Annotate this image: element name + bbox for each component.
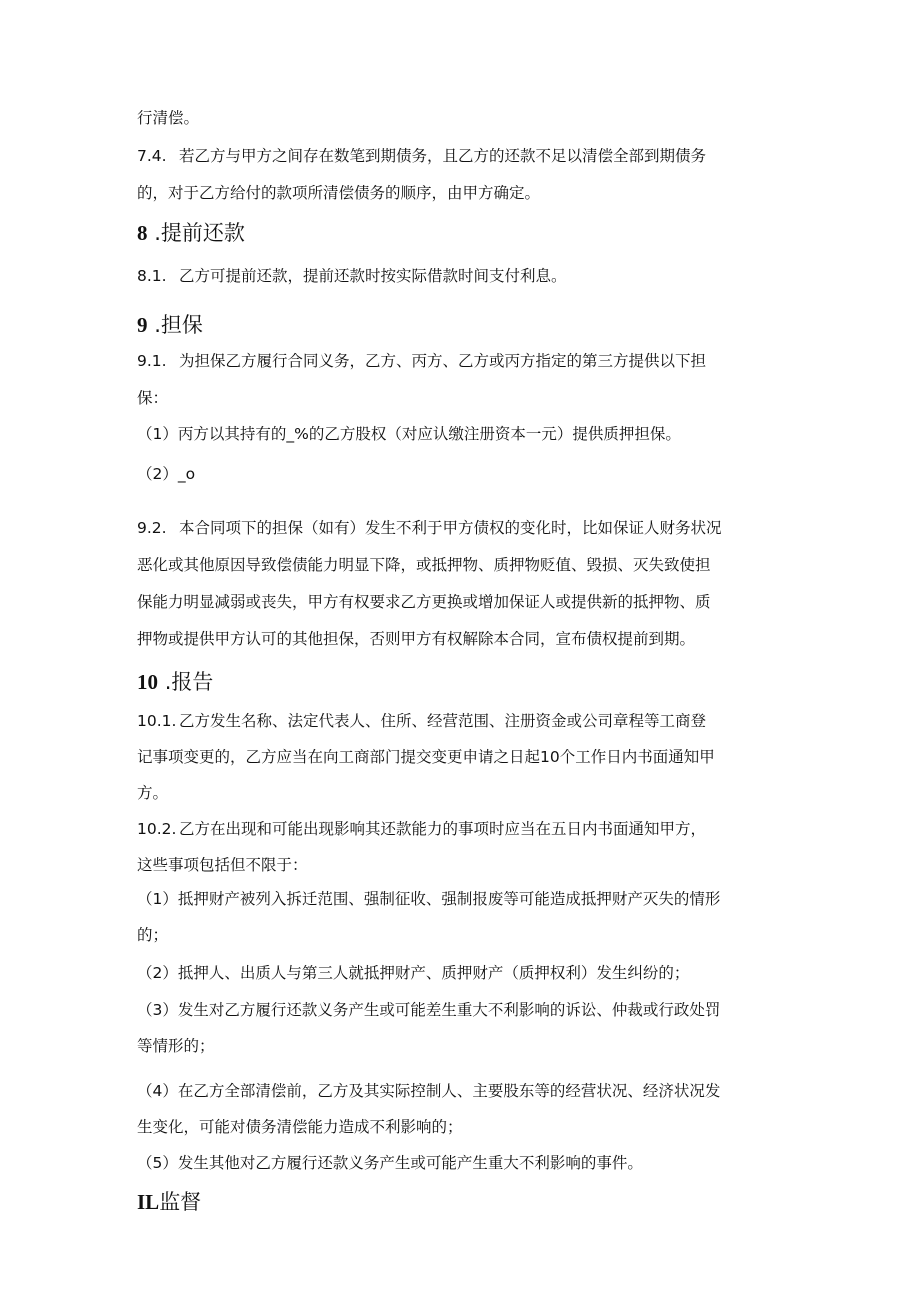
text-line: 行清偿。 [137, 109, 200, 127]
clause-10-2 [137, 819, 706, 839]
section-title: 监督 [159, 1190, 202, 1214]
clause-text: 乙方可提前还款，提前还款时按实际借款时间支付利息。 [179, 267, 567, 285]
section-number: IL [137, 1190, 160, 1214]
clause-8-1 [137, 266, 567, 286]
text-line: 这些事项包括但不限于： [137, 856, 308, 874]
clause-number: 10.1. [137, 712, 177, 730]
section-title: .提前还款 [154, 221, 245, 245]
section-title: .报告 [164, 670, 214, 694]
clause-9-1 [137, 351, 706, 371]
text-line: 生变化，可能对债务清偿能力造成不利影响的； [137, 1118, 463, 1136]
text-line: 记事项变更的，乙方应当在向工商部门提交变更申请之日起10个工作日内书面通知甲 [137, 748, 715, 766]
list-item: （3）发生对乙方履行还款义务产生或可能差生重大不利影响的诉讼、仲裁或行政处罚 [137, 1001, 721, 1019]
clause-9-2 [137, 518, 722, 538]
clause-number: 8.1. [137, 267, 167, 285]
text-line: 恶化或其他原因导致偿债能力明显下降，或抵押物、质押物贬值、毁损、灭失致使担 [137, 556, 711, 574]
section-heading-11 [137, 1188, 201, 1216]
clause-text: 本合同项下的担保（如有）发生不利于甲方债权的变化时，比如保证人财务状况 [179, 519, 722, 537]
clause-number: 7.4. [137, 147, 167, 165]
list-item: （1）丙方以其持有的_%的乙方股权（对应认缴注册资本一元）提供质押担保。 [137, 425, 681, 443]
clause-text: 为担保乙方履行合同义务，乙方、丙方、乙方或丙方指定的第三方提供以下担 [179, 352, 707, 370]
text-line: 保能力明显减弱或丧失，甲方有权要求乙方更换或增加保证人或提供新的抵押物、质 [137, 593, 711, 611]
section-number: 10 [137, 670, 158, 694]
clause-10-1 [137, 711, 706, 731]
list-item: （5）发生其他对乙方履行还款义务产生或可能产生重大不利影响的事件。 [137, 1154, 643, 1172]
clause-number: 9.2. [137, 519, 167, 537]
section-heading-9 [137, 311, 203, 339]
section-number: 9 [137, 313, 148, 337]
clause-text: 乙方在出现和可能出现影响其还款能力的事项时应当在五日内书面通知甲方， [179, 820, 707, 838]
list-item: （1）抵押财产被列入拆迁范围、强制征收、强制报废等可能造成抵押财产灭失的情形 [137, 890, 721, 908]
clause-text: 若乙方与甲方之间存在数笔到期债务，且乙方的还款不足以清偿全部到期债务 [179, 147, 707, 165]
list-item: （2）抵押人、出质人与第三人就抵押财产、质押财产（质押权利）发生纠纷的； [137, 964, 690, 982]
section-heading-10 [137, 668, 213, 696]
section-title: .担保 [154, 313, 203, 337]
list-item: （2）_o [137, 465, 196, 483]
text-line: 等情形的； [137, 1037, 215, 1055]
clause-7-4 [137, 146, 706, 166]
clause-number: 9.1. [137, 352, 167, 370]
clause-text: 乙方发生名称、法定代表人、住所、经营范围、注册资金或公司章程等工商登 [179, 712, 707, 730]
list-item: （4）在乙方全部清偿前，乙方及其实际控制人、主要股东等的经营状况、经济状况发 [137, 1082, 721, 1100]
text-line: 的； [137, 926, 169, 944]
section-heading-8 [137, 219, 245, 247]
section-number: 8 [137, 221, 148, 245]
clause-number: 10.2. [137, 820, 177, 838]
text-line: 押物或提供甲方认可的其他担保，否则甲方有权解除本合同，宣布债权提前到期。 [137, 630, 696, 648]
text-line: 保： [137, 389, 169, 407]
text-line: 方。 [137, 784, 169, 802]
text-line: 的，对于乙方给付的款项所清偿债务的顺序，由甲方确定。 [137, 184, 541, 202]
